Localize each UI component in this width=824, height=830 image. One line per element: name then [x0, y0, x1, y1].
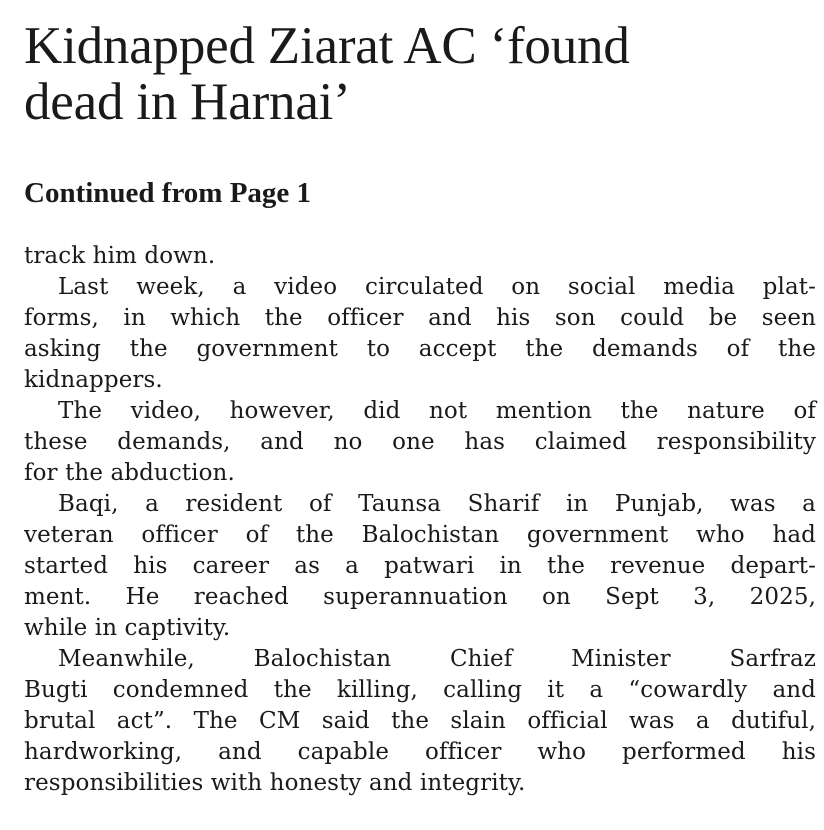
body-line: asking the government to accept the demands of the — [24, 336, 816, 362]
body-line: veteran officer of the Balochistan government who had — [24, 522, 816, 548]
body-line: brutal act”. The CM said the slain official was a dutiful, — [24, 708, 816, 734]
body-line: hardworking, and capable officer who performed his — [24, 739, 816, 765]
continued-from-label: Continued from Page 1 — [24, 177, 312, 209]
body-line: kidnappers. — [24, 367, 163, 393]
body-line: while in captivity. — [24, 615, 231, 641]
body-line: Meanwhile, Balochistan Chief Minister Sarfraz — [58, 646, 816, 672]
body-line: started his career as a patwari in the revenue depart- — [24, 553, 816, 579]
body-line: forms, in which the officer and his son could be seen — [24, 305, 816, 331]
body-line: for the abduction. — [24, 460, 235, 486]
body-line: these demands, and no one has claimed responsibility — [24, 429, 816, 455]
body-line: Last week, a video circulated on social media plat- — [58, 274, 816, 300]
body-line: ment. He reached superannuation on Sept 3, 2025, — [24, 584, 816, 610]
headline-line-1: Kidnapped Ziarat AC ‘found — [24, 17, 630, 75]
article-body — [24, 241, 816, 799]
body-line: Bugti condemned the killing, calling it a “cowardly and — [24, 677, 816, 703]
headline — [24, 18, 816, 130]
body-line: track him down. — [24, 243, 216, 269]
body-line: The video, however, did not mention the nature of — [58, 398, 816, 424]
headline-line-2: dead in Harnai’ — [24, 73, 351, 131]
body-line: Baqi, a resident of Taunsa Sharif in Punjab, was a — [58, 491, 816, 517]
body-line: responsibilities with honesty and integrity. — [24, 770, 526, 796]
article — [24, 18, 816, 799]
